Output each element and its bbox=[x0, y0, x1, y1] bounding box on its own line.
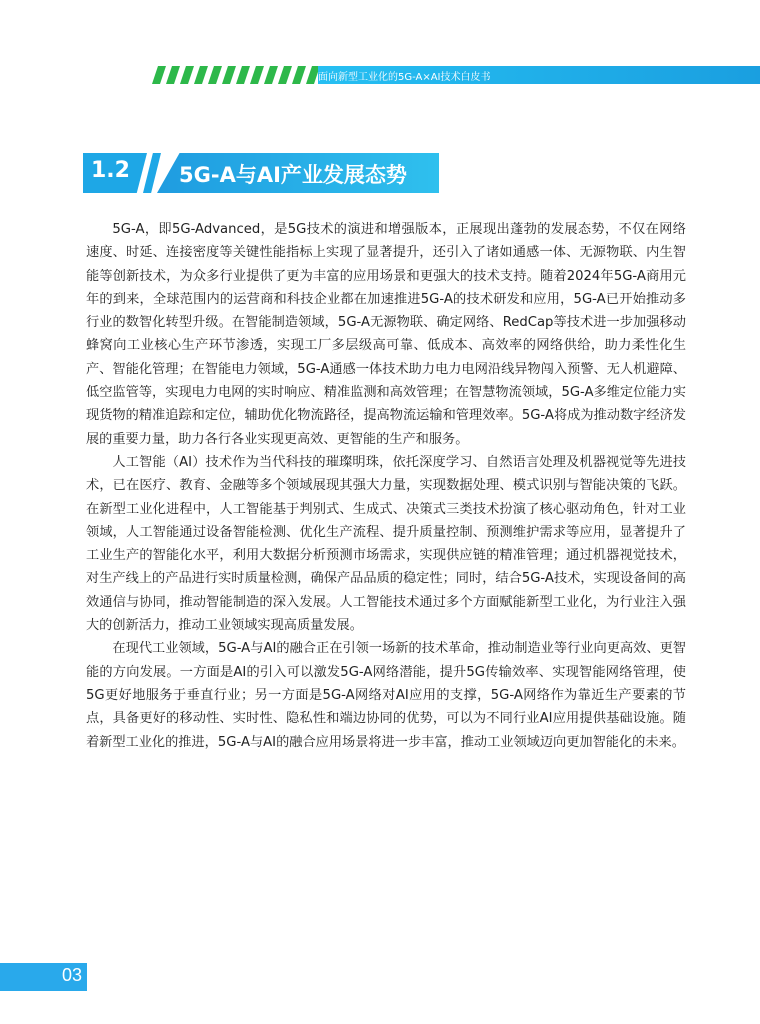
header-stripe-decoration bbox=[150, 66, 320, 84]
header-stripe bbox=[208, 66, 222, 84]
page-number: 03 bbox=[62, 965, 83, 985]
paragraph: 人工智能（AI）技术作为当代科技的璀璨明珠，依托深度学习、自然语言处理及机器视觉等先进技术，已在医疗、教育、金融等多个领域展现其强大力量，实现数据处理、模式识别与智能决策的飞跃。在新型工业化进程中，人工智能基于判别式、生成式、决策式三类技术扮演了核心驱动角色，针对工业领域，人工智能通过设备智能检测、优化生产流程、提升质量控制、预测维护需求等应用，显著提升了工业生产的智能化水平，利用大数据分析预测市场需求，实现供应链的精准管理；通过机器视觉技术，对生产线上的产品进行实时质量检测，确保产品品质的稳定性；同时，结合5G-A技术，实现设备间的高效通信与协同，推动智能制造的深入发展。人工智能技术通过多个方面赋能新型工业化，为行业注入强大的创新活力，推动工业领域实现高质量发展。 bbox=[86, 454, 686, 634]
header-stripe bbox=[166, 66, 180, 84]
header-stripe bbox=[194, 66, 208, 84]
header-band bbox=[0, 66, 760, 84]
header-stripe bbox=[180, 66, 194, 84]
header-stripe bbox=[236, 66, 250, 84]
header-title: 面向新型工业化的5G-A×AI技术白皮书 bbox=[318, 72, 491, 83]
body-text bbox=[86, 218, 686, 754]
header-stripe bbox=[278, 66, 292, 84]
section-title: 5G-A与AI产业发展态势 bbox=[179, 163, 407, 187]
header-stripe bbox=[292, 66, 306, 84]
header-stripe bbox=[250, 66, 264, 84]
paragraph: 在现代工业领域，5G-A与AI的融合正在引领一场新的技术革命，推动制造业等行业向更高效、更智能的方向发展。一方面是AI的引入可以激发5G-A网络潜能，提升5G传输效率、实现智能网络管理，使5G更好地服务于垂直行业；另一方面是5G-A网络对AI应用的支撑，5G-A网络作为靠近生产要素的节点，具备更好的移动性、实时性、隐私性和端边协同的优势，可以为不同行业AI应用提供基础设施。随着新型工业化的推进，5G-A与AI的融合应用场景将进一步丰富，推动工业领域迈向更加智能化的未来。 bbox=[86, 641, 686, 750]
section-slash bbox=[143, 153, 161, 193]
section-heading bbox=[83, 153, 443, 193]
header-stripe bbox=[264, 66, 278, 84]
section-number: 1.2 bbox=[91, 158, 130, 183]
header-stripe bbox=[152, 66, 166, 84]
paragraph: 5G-A，即5G-Advanced，是5G技术的演进和增强版本，正展现出蓬勃的发展态势，不仅在网络速度、时延、连接密度等关键性能指标上实现了显著提升，还引入了诸如通感一体、无源物联、内生智能等创新技术，为众多行业提供了更为丰富的应用场景和更强大的技术支持。随着2024年5G-A商用元年的到来，全球范围内的运营商和科技企业都在加速推进5G-A的技术研发和应用，5G-A已开始推动多行业的数智化转型升级。在智能制造领域，5G-A无源物联、确定网络、RedCap等技术进一步加强移动蜂窝向工业核心生产环节渗透，实现工厂多层级高可靠、低成本、高效率的网络供给，助力柔性化生产、智能化管理；在智能电力领域，5G-A通感一体技术助力电力电网沿线异物闯入预警、无人机避障、低空监管等，实现电力电网的实时响应、精准监测和高效管理；在智慧物流领域，5G-A多维定位能力实现货物的精准追踪和定位，辅助优化物流路径，提高物流运输和管理效率。5G-A将成为推动数字经济发展的重要力量，助力各行各业实现更高效、更智能的生产和服务。 bbox=[86, 222, 686, 447]
header-stripe bbox=[222, 66, 236, 84]
